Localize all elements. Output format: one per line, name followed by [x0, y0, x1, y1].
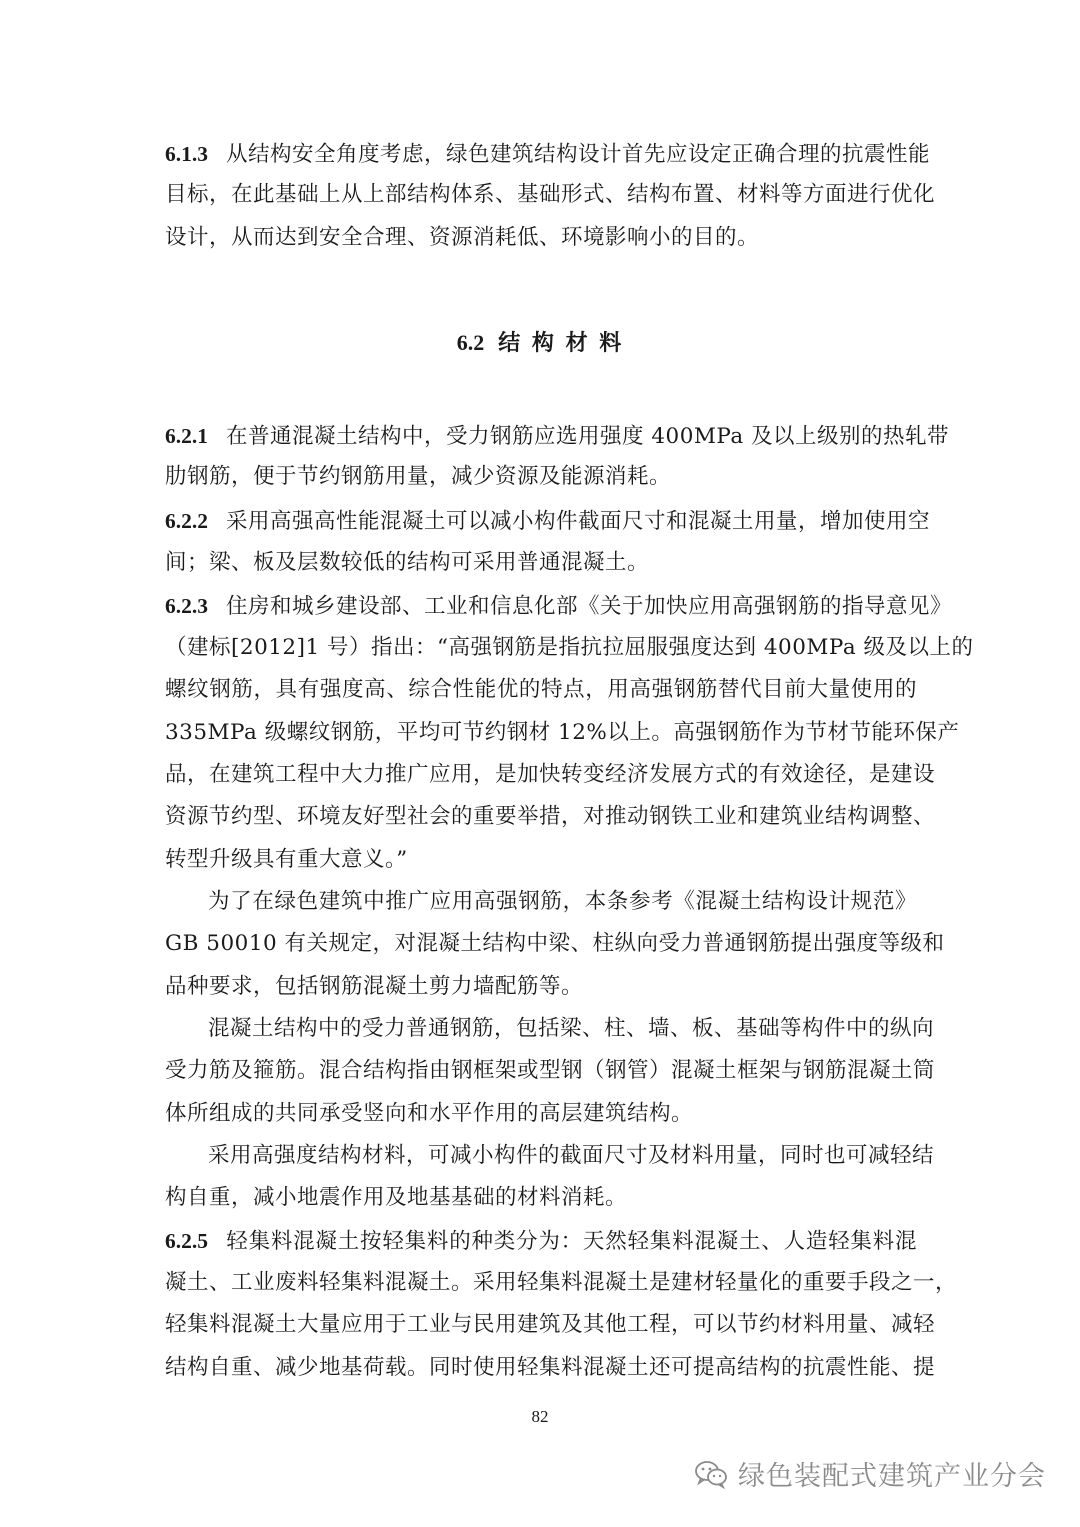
clause-623-line-5: 品，在建筑工程中大力推广应用，是加快转变经济发展方式的有效途径，是建设: [165, 762, 936, 787]
clause-613-line-2: 目标，在此基础上从上部结构体系、基础形式、结构布置、材料等方面进行优化: [165, 182, 936, 207]
clause-625-line-3: 轻集料混凝土大量应用于工业与民用建筑及其他工程，可以节约材料用量、减轻: [165, 1312, 936, 1337]
clause-622-line-2: 间；梁、板及层数较低的结构可采用普通混凝土。: [165, 550, 650, 575]
clause-622-line-1: 6.2.2 采用高强高性能混凝土可以减小构件截面尺寸和混凝土用量，增加使用空: [165, 509, 931, 534]
paragraph-line: 体所组成的共同承受竖向和水平作用的高层建筑结构。: [165, 1101, 694, 1126]
paragraph-line: GB 50010 有关规定，对混凝土结构中梁、柱纵向受力普通钢筋提出强度等级和: [165, 931, 945, 956]
clause-623-line-4: 335MPa 级螺纹钢筋，平均可节约钢材 12%以上。高强钢筋作为节材节能环保产: [165, 720, 960, 745]
paragraph-line: 为了在绿色建筑中推广应用高强钢筋，本条参考《混凝土结构设计规范》: [208, 889, 917, 914]
paragraph-line: 品种要求，包括钢筋混凝土剪力墙配筋等。: [165, 974, 584, 999]
watermark-text: 绿色装配式建筑产业分会: [738, 1461, 1046, 1492]
clause-625-line-4: 结构自重、减少地基荷载。同时使用轻集料混凝土还可提高结构的抗震性能、提: [165, 1355, 936, 1380]
page-number: 82: [531, 1407, 549, 1426]
clause-625-line-1: 6.2.5 轻集料混凝土按轻集料的种类分为：天然轻集料混凝土、人造轻集料混: [165, 1229, 917, 1254]
paragraph-line: 采用高强度结构材料，可减小构件的截面尺寸及材料用量，同时也可减轻结: [208, 1143, 935, 1168]
clause-number: 6.2.5: [165, 1229, 208, 1253]
clause-623-line-1: 6.2.3 住房和城乡建设部、工业和信息化部《关于加快应用高强钢筋的指导意见》: [165, 594, 953, 619]
clause-623-line-3: 螺纹钢筋，具有强度高、综合性能优的特点，用高强钢筋替代目前大量使用的: [165, 677, 917, 702]
section-heading: 6.2 结 构 材 料: [456, 330, 624, 356]
clause-number: 6.2.1: [165, 424, 208, 448]
clause-623-line-6: 资源节约型、环境友好型社会的重要举措，对推动钢铁工业和建筑业结构调整、: [165, 804, 936, 829]
clause-613-line-1: 6.1.3 从结构安全角度考虑，绿色建筑结构设计首先应设定正确合理的抗震性能: [165, 142, 931, 167]
clause-number: 6.1.3: [165, 142, 208, 166]
clause-623-line-2: （建标[2012]1 号）指出：“高强钢筋是指抗拉屈服强度达到 400MPa 级及以上的: [165, 635, 974, 660]
watermark: [694, 1454, 1046, 1493]
clause-621-line-1: 6.2.1 在普通混凝土结构中，受力钢筋应选用强度 400MPa 及以上级别的热轧带: [165, 424, 950, 449]
paragraph-line: 受力筋及箍筋。混合结构指由钢框架或型钢（钢管）混凝土框架与钢筋混凝土筒: [165, 1058, 936, 1083]
clause-625-line-2: 凝土、工业废料轻集料混凝土。采用轻集料混凝土是建材轻量化的重要手段之一，: [165, 1270, 958, 1295]
wechat-icon: [694, 1459, 728, 1489]
paragraph-line: 混凝土结构中的受力普通钢筋，包括梁、柱、墙、板、基础等构件中的纵向: [208, 1016, 935, 1041]
paragraph-line: 构自重，减小地震作用及地基基础的材料消耗。: [165, 1185, 628, 1210]
clause-613-line-3: 设计，从而达到安全合理、资源消耗低、环境影响小的目的。: [165, 225, 760, 250]
clause-number: 6.2.2: [165, 509, 208, 533]
clause-623-line-7: 转型升级具有重大意义。”: [165, 847, 408, 872]
clause-621-line-2: 肋钢筋，便于节约钢筋用量，减少资源及能源消耗。: [165, 464, 672, 489]
clause-number: 6.2.3: [165, 594, 208, 618]
